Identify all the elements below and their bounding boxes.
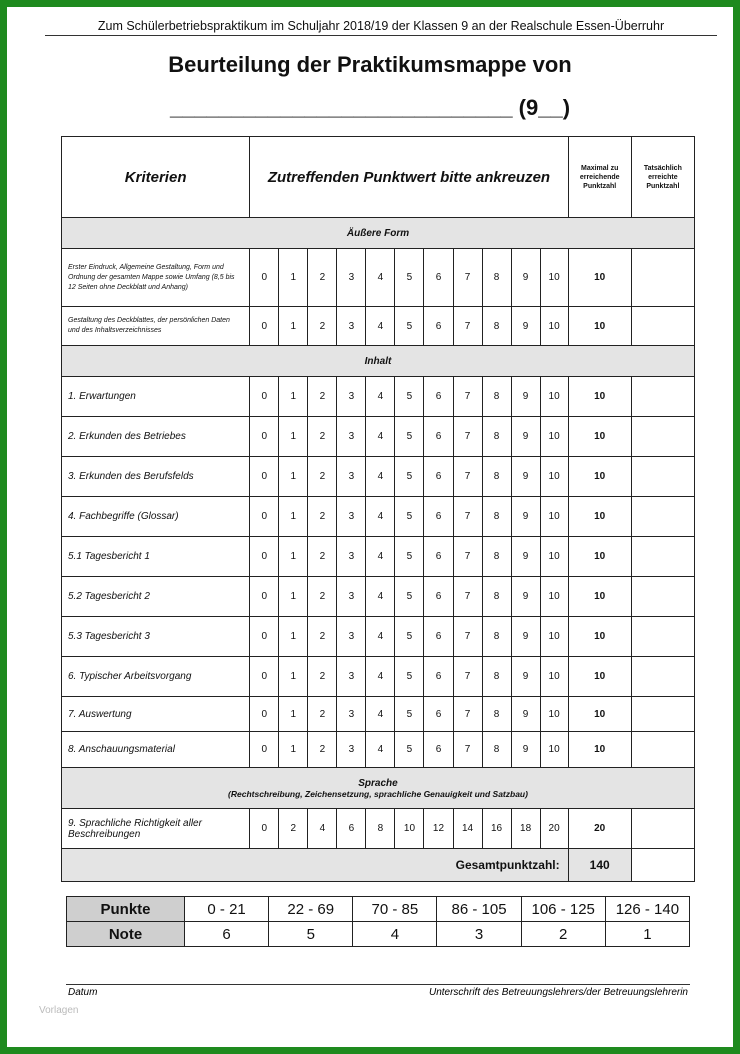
score-option[interactable]: 8 <box>482 417 511 457</box>
max-points: 10 <box>568 249 631 307</box>
points-range: 106 - 125 <box>521 897 605 922</box>
grade-label: Note <box>67 922 185 947</box>
max-points: 10 <box>568 457 631 497</box>
criterion-row <box>62 617 695 657</box>
score-option[interactable]: 0 <box>250 377 279 417</box>
actual-points-field[interactable] <box>631 307 694 346</box>
score-option[interactable]: 10 <box>540 249 568 307</box>
actual-points-field[interactable] <box>631 497 694 537</box>
max-points: 10 <box>568 497 631 537</box>
score-option[interactable]: 6 <box>424 307 453 346</box>
score-option[interactable]: 3 <box>337 307 366 346</box>
max-points: 10 <box>568 377 631 417</box>
score-option[interactable]: 2 <box>308 732 337 768</box>
points-range: 86 - 105 <box>437 897 521 922</box>
score-option[interactable]: 0 <box>250 249 279 307</box>
score-option[interactable]: 1 <box>279 457 308 497</box>
score-option[interactable]: 20 <box>540 809 568 849</box>
document-page <box>7 7 733 1047</box>
date-label: Datum <box>68 987 98 998</box>
score-option[interactable]: 6 <box>424 577 453 617</box>
section-subtitle: (Rechtschreibung, Zeichensetzung, sprachliche Genauigkeit und Satzbau) <box>228 788 528 799</box>
score-option[interactable]: 4 <box>366 377 395 417</box>
actual-points-field[interactable] <box>631 697 694 732</box>
score-option[interactable]: 0 <box>250 809 279 849</box>
score-option[interactable]: 1 <box>279 577 308 617</box>
score-option[interactable]: 5 <box>395 577 424 617</box>
total-row <box>62 849 695 882</box>
score-option[interactable]: 1 <box>279 697 308 732</box>
score-option[interactable]: 8 <box>482 537 511 577</box>
total-max-points: 140 <box>568 849 631 882</box>
criterion-row <box>62 417 695 457</box>
grade-value: 3 <box>437 922 521 947</box>
score-option[interactable]: 9 <box>511 417 540 457</box>
score-option[interactable]: 4 <box>366 617 395 657</box>
actual-points-field[interactable] <box>631 617 694 657</box>
criterion-row <box>62 577 695 617</box>
points-range: 0 - 21 <box>185 897 269 922</box>
max-points: 10 <box>568 697 631 732</box>
max-points: 10 <box>568 657 631 697</box>
score-option[interactable]: 2 <box>308 377 337 417</box>
actual-points-field[interactable] <box>631 732 694 768</box>
score-option[interactable]: 8 <box>366 809 395 849</box>
score-option[interactable]: 5 <box>395 417 424 457</box>
score-option[interactable]: 8 <box>482 307 511 346</box>
section-title <box>62 346 695 377</box>
score-option[interactable]: 0 <box>250 657 279 697</box>
grading-scale <box>66 896 690 947</box>
criteria-header: Kriterien <box>62 137 250 218</box>
score-option[interactable]: 10 <box>540 537 568 577</box>
score-option[interactable]: 9 <box>511 377 540 417</box>
score-option[interactable]: 3 <box>337 457 366 497</box>
score-option[interactable]: 10 <box>540 417 568 457</box>
grade-value: 5 <box>269 922 353 947</box>
score-option[interactable]: 10 <box>540 732 568 768</box>
score-option[interactable]: 8 <box>482 377 511 417</box>
criterion-label: Erster Eindruck, Allgemeine Gestaltung, Form und Ordnung der gesamten Mappe sowie Umfang (8,5 bis 12 Seiten ohne Deckblatt und Anhang) <box>62 249 250 307</box>
actual-points-header: Tatsächlich erreichte Punktzahl <box>631 137 694 218</box>
score-option[interactable]: 7 <box>453 657 482 697</box>
score-option[interactable]: 7 <box>453 537 482 577</box>
criterion-label: 9. Sprachliche Richtigkeit aller Beschreibungen <box>62 809 250 849</box>
section-title-text: Sprache <box>358 777 398 789</box>
score-option[interactable]: 5 <box>395 307 424 346</box>
assessment-table <box>61 136 695 882</box>
actual-points-field[interactable] <box>631 537 694 577</box>
total-actual-field[interactable] <box>631 849 694 882</box>
score-option[interactable]: 2 <box>279 809 308 849</box>
section-title-text: Inhalt <box>364 355 392 367</box>
score-option[interactable]: 1 <box>279 249 308 307</box>
score-option[interactable]: 5 <box>395 617 424 657</box>
score-option[interactable]: 3 <box>337 732 366 768</box>
criterion-label: 6. Typischer Arbeitsvorgang <box>62 657 250 697</box>
header-text: Zum Schülerbetriebspraktikum im Schuljahr 2018/19 der Klassen 9 an der Realschule Essen-Überruhr <box>97 19 665 33</box>
points-range: 70 - 85 <box>353 897 437 922</box>
score-option[interactable]: 7 <box>453 307 482 346</box>
score-option[interactable]: 12 <box>424 809 453 849</box>
score-option[interactable]: 7 <box>453 377 482 417</box>
score-option[interactable]: 9 <box>511 577 540 617</box>
score-option[interactable]: 4 <box>366 732 395 768</box>
score-option[interactable]: 8 <box>482 457 511 497</box>
criterion-label: 8. Anschauungsmaterial <box>62 732 250 768</box>
section-title-text: Äußere Form <box>346 227 410 239</box>
score-option[interactable]: 9 <box>511 249 540 307</box>
score-option[interactable]: 10 <box>395 809 424 849</box>
score-option[interactable]: 18 <box>511 809 540 849</box>
score-option[interactable]: 3 <box>337 657 366 697</box>
score-option[interactable]: 7 <box>453 732 482 768</box>
score-option[interactable]: 4 <box>366 249 395 307</box>
score-option[interactable]: 0 <box>250 307 279 346</box>
score-option[interactable]: 8 <box>482 732 511 768</box>
score-option[interactable]: 3 <box>337 249 366 307</box>
score-option[interactable]: 7 <box>453 577 482 617</box>
criterion-label: 5.1 Tagesbericht 1 <box>62 537 250 577</box>
score-option[interactable]: 4 <box>366 417 395 457</box>
score-option[interactable]: 2 <box>308 577 337 617</box>
score-option[interactable]: 10 <box>540 307 568 346</box>
criterion-label: Gestaltung des Deckblattes, der persönlichen Daten und des Inhaltsverzeichnisses <box>62 307 250 346</box>
criterion-row <box>62 697 695 732</box>
score-option[interactable]: 5 <box>395 457 424 497</box>
score-option[interactable]: 4 <box>366 577 395 617</box>
score-option[interactable]: 3 <box>337 617 366 657</box>
score-option[interactable]: 7 <box>453 249 482 307</box>
score-option[interactable]: 8 <box>482 617 511 657</box>
actual-points-field[interactable] <box>631 249 694 307</box>
points-range: 22 - 69 <box>269 897 353 922</box>
score-option[interactable]: 7 <box>453 617 482 657</box>
criterion-row <box>62 732 695 768</box>
score-option[interactable]: 6 <box>424 617 453 657</box>
points-range: 126 - 140 <box>605 897 689 922</box>
total-label: Gesamtpunktzahl: <box>62 849 569 882</box>
score-option[interactable]: 1 <box>279 657 308 697</box>
score-option[interactable]: 9 <box>511 537 540 577</box>
score-option[interactable]: 9 <box>511 497 540 537</box>
score-option[interactable]: 7 <box>453 457 482 497</box>
score-option[interactable]: 10 <box>540 697 568 732</box>
grade-value: 6 <box>185 922 269 947</box>
criterion-row <box>62 249 695 307</box>
actual-points-field[interactable] <box>631 577 694 617</box>
criterion-row <box>62 809 695 849</box>
score-option[interactable]: 6 <box>424 457 453 497</box>
score-option[interactable]: 6 <box>424 417 453 457</box>
score-option[interactable]: 1 <box>279 377 308 417</box>
score-option[interactable]: 3 <box>337 417 366 457</box>
score-option[interactable]: 8 <box>482 657 511 697</box>
max-points: 10 <box>568 732 631 768</box>
score-option[interactable]: 9 <box>511 457 540 497</box>
score-option[interactable]: 2 <box>308 417 337 457</box>
score-option[interactable]: 3 <box>337 577 366 617</box>
actual-points-field[interactable] <box>631 809 694 849</box>
score-option[interactable]: 9 <box>511 732 540 768</box>
score-option[interactable]: 7 <box>453 417 482 457</box>
score-option[interactable]: 1 <box>279 617 308 657</box>
score-option[interactable]: 10 <box>540 457 568 497</box>
score-option[interactable]: 4 <box>366 497 395 537</box>
score-option[interactable]: 5 <box>395 697 424 732</box>
score-option[interactable]: 6 <box>424 377 453 417</box>
score-option[interactable]: 14 <box>453 809 482 849</box>
score-option[interactable]: 2 <box>308 657 337 697</box>
score-option[interactable]: 8 <box>482 697 511 732</box>
score-option[interactable]: 10 <box>540 497 568 537</box>
score-option[interactable]: 2 <box>308 249 337 307</box>
score-option[interactable]: 6 <box>337 809 366 849</box>
score-option[interactable]: 5 <box>395 732 424 768</box>
actual-points-field[interactable] <box>631 377 694 417</box>
score-option[interactable]: 0 <box>250 537 279 577</box>
points-label: Punkte <box>67 897 185 922</box>
score-option[interactable]: 1 <box>279 537 308 577</box>
score-option[interactable]: 10 <box>540 657 568 697</box>
score-option[interactable]: 4 <box>366 657 395 697</box>
score-option[interactable]: 5 <box>395 249 424 307</box>
criterion-label: 4. Fachbegriffe (Glossar) <box>62 497 250 537</box>
score-option[interactable]: 1 <box>279 732 308 768</box>
score-option[interactable]: 3 <box>337 537 366 577</box>
score-option[interactable]: 5 <box>395 497 424 537</box>
score-option[interactable]: 9 <box>511 617 540 657</box>
score-option[interactable]: 9 <box>511 697 540 732</box>
header-row <box>62 137 695 218</box>
score-option[interactable]: 2 <box>308 617 337 657</box>
grade-row <box>67 922 690 947</box>
criterion-row <box>62 307 695 346</box>
criterion-row <box>62 657 695 697</box>
points-row <box>67 897 690 922</box>
score-option[interactable]: 2 <box>308 697 337 732</box>
score-option[interactable]: 16 <box>482 809 511 849</box>
points-header: Zutreffenden Punktwert bitte ankreuzen <box>250 137 568 218</box>
criterion-row <box>62 457 695 497</box>
score-option[interactable]: 7 <box>453 497 482 537</box>
section-row <box>62 346 695 377</box>
score-option[interactable]: 9 <box>511 657 540 697</box>
max-points: 10 <box>568 417 631 457</box>
score-option[interactable]: 4 <box>366 537 395 577</box>
score-option[interactable]: 1 <box>279 497 308 537</box>
actual-points-field[interactable] <box>631 417 694 457</box>
grade-value: 4 <box>353 922 437 947</box>
actual-points-field[interactable] <box>631 657 694 697</box>
signature-line <box>66 984 690 985</box>
criterion-label: 7. Auswertung <box>62 697 250 732</box>
section-row <box>62 768 695 809</box>
score-option[interactable]: 4 <box>366 457 395 497</box>
criterion-label: 2. Erkunden des Betriebes <box>62 417 250 457</box>
criterion-label: 3. Erkunden des Berufsfelds <box>62 457 250 497</box>
score-option[interactable]: 0 <box>250 577 279 617</box>
score-option[interactable]: 3 <box>337 697 366 732</box>
score-option[interactable]: 1 <box>279 417 308 457</box>
name-line: ____________________________ (9__) <box>169 95 571 120</box>
section-title <box>62 768 695 809</box>
max-points: 10 <box>568 307 631 346</box>
score-option[interactable]: 7 <box>453 697 482 732</box>
score-option[interactable]: 5 <box>395 657 424 697</box>
score-option[interactable]: 4 <box>366 697 395 732</box>
score-option[interactable]: 2 <box>308 307 337 346</box>
criterion-row <box>62 537 695 577</box>
grade-value: 2 <box>521 922 605 947</box>
criterion-label: 5.2 Tagesbericht 2 <box>62 577 250 617</box>
score-option[interactable]: 4 <box>366 307 395 346</box>
score-option[interactable]: 8 <box>482 577 511 617</box>
score-option[interactable]: 0 <box>250 617 279 657</box>
score-option[interactable]: 0 <box>250 697 279 732</box>
score-option[interactable]: 5 <box>395 537 424 577</box>
score-option[interactable]: 5 <box>395 377 424 417</box>
score-option[interactable]: 6 <box>424 697 453 732</box>
criterion-label: 5.3 Tagesbericht 3 <box>62 617 250 657</box>
max-points: 10 <box>568 617 631 657</box>
score-option[interactable]: 2 <box>308 497 337 537</box>
score-option[interactable]: 0 <box>250 417 279 457</box>
score-option[interactable]: 6 <box>424 657 453 697</box>
score-option[interactable]: 3 <box>337 377 366 417</box>
criterion-label: 1. Erwartungen <box>62 377 250 417</box>
section-row <box>62 218 695 249</box>
section-title <box>62 218 695 249</box>
grade-value: 1 <box>605 922 689 947</box>
score-option[interactable]: 8 <box>482 497 511 537</box>
score-option[interactable]: 2 <box>308 537 337 577</box>
score-option[interactable]: 10 <box>540 617 568 657</box>
score-option[interactable]: 10 <box>540 377 568 417</box>
max-points: 10 <box>568 537 631 577</box>
watermark: Vorlagen <box>39 1005 79 1016</box>
score-option[interactable]: 1 <box>279 307 308 346</box>
score-option[interactable]: 10 <box>540 577 568 617</box>
score-option[interactable]: 6 <box>424 537 453 577</box>
page-title: Beurteilung der Praktikumsmappe von <box>168 52 572 77</box>
score-option[interactable]: 4 <box>308 809 337 849</box>
score-option[interactable]: 6 <box>424 732 453 768</box>
score-option[interactable]: 2 <box>308 457 337 497</box>
score-option[interactable]: 6 <box>424 497 453 537</box>
score-option[interactable]: 8 <box>482 249 511 307</box>
signature-label: Unterschrift des Betreuungslehrers/der Betreuungslehrerin <box>428 987 688 998</box>
actual-points-field[interactable] <box>631 457 694 497</box>
criterion-row <box>62 497 695 537</box>
header-rule <box>45 35 717 36</box>
score-option[interactable]: 0 <box>250 732 279 768</box>
score-option[interactable]: 6 <box>424 249 453 307</box>
score-option[interactable]: 9 <box>511 307 540 346</box>
score-option[interactable]: 0 <box>250 457 279 497</box>
score-option[interactable]: 3 <box>337 497 366 537</box>
max-points: 20 <box>568 809 631 849</box>
max-points: 10 <box>568 577 631 617</box>
score-option[interactable]: 0 <box>250 497 279 537</box>
max-points-header: Maximal zu erreichende Punktzahl <box>568 137 631 218</box>
criterion-row <box>62 377 695 417</box>
